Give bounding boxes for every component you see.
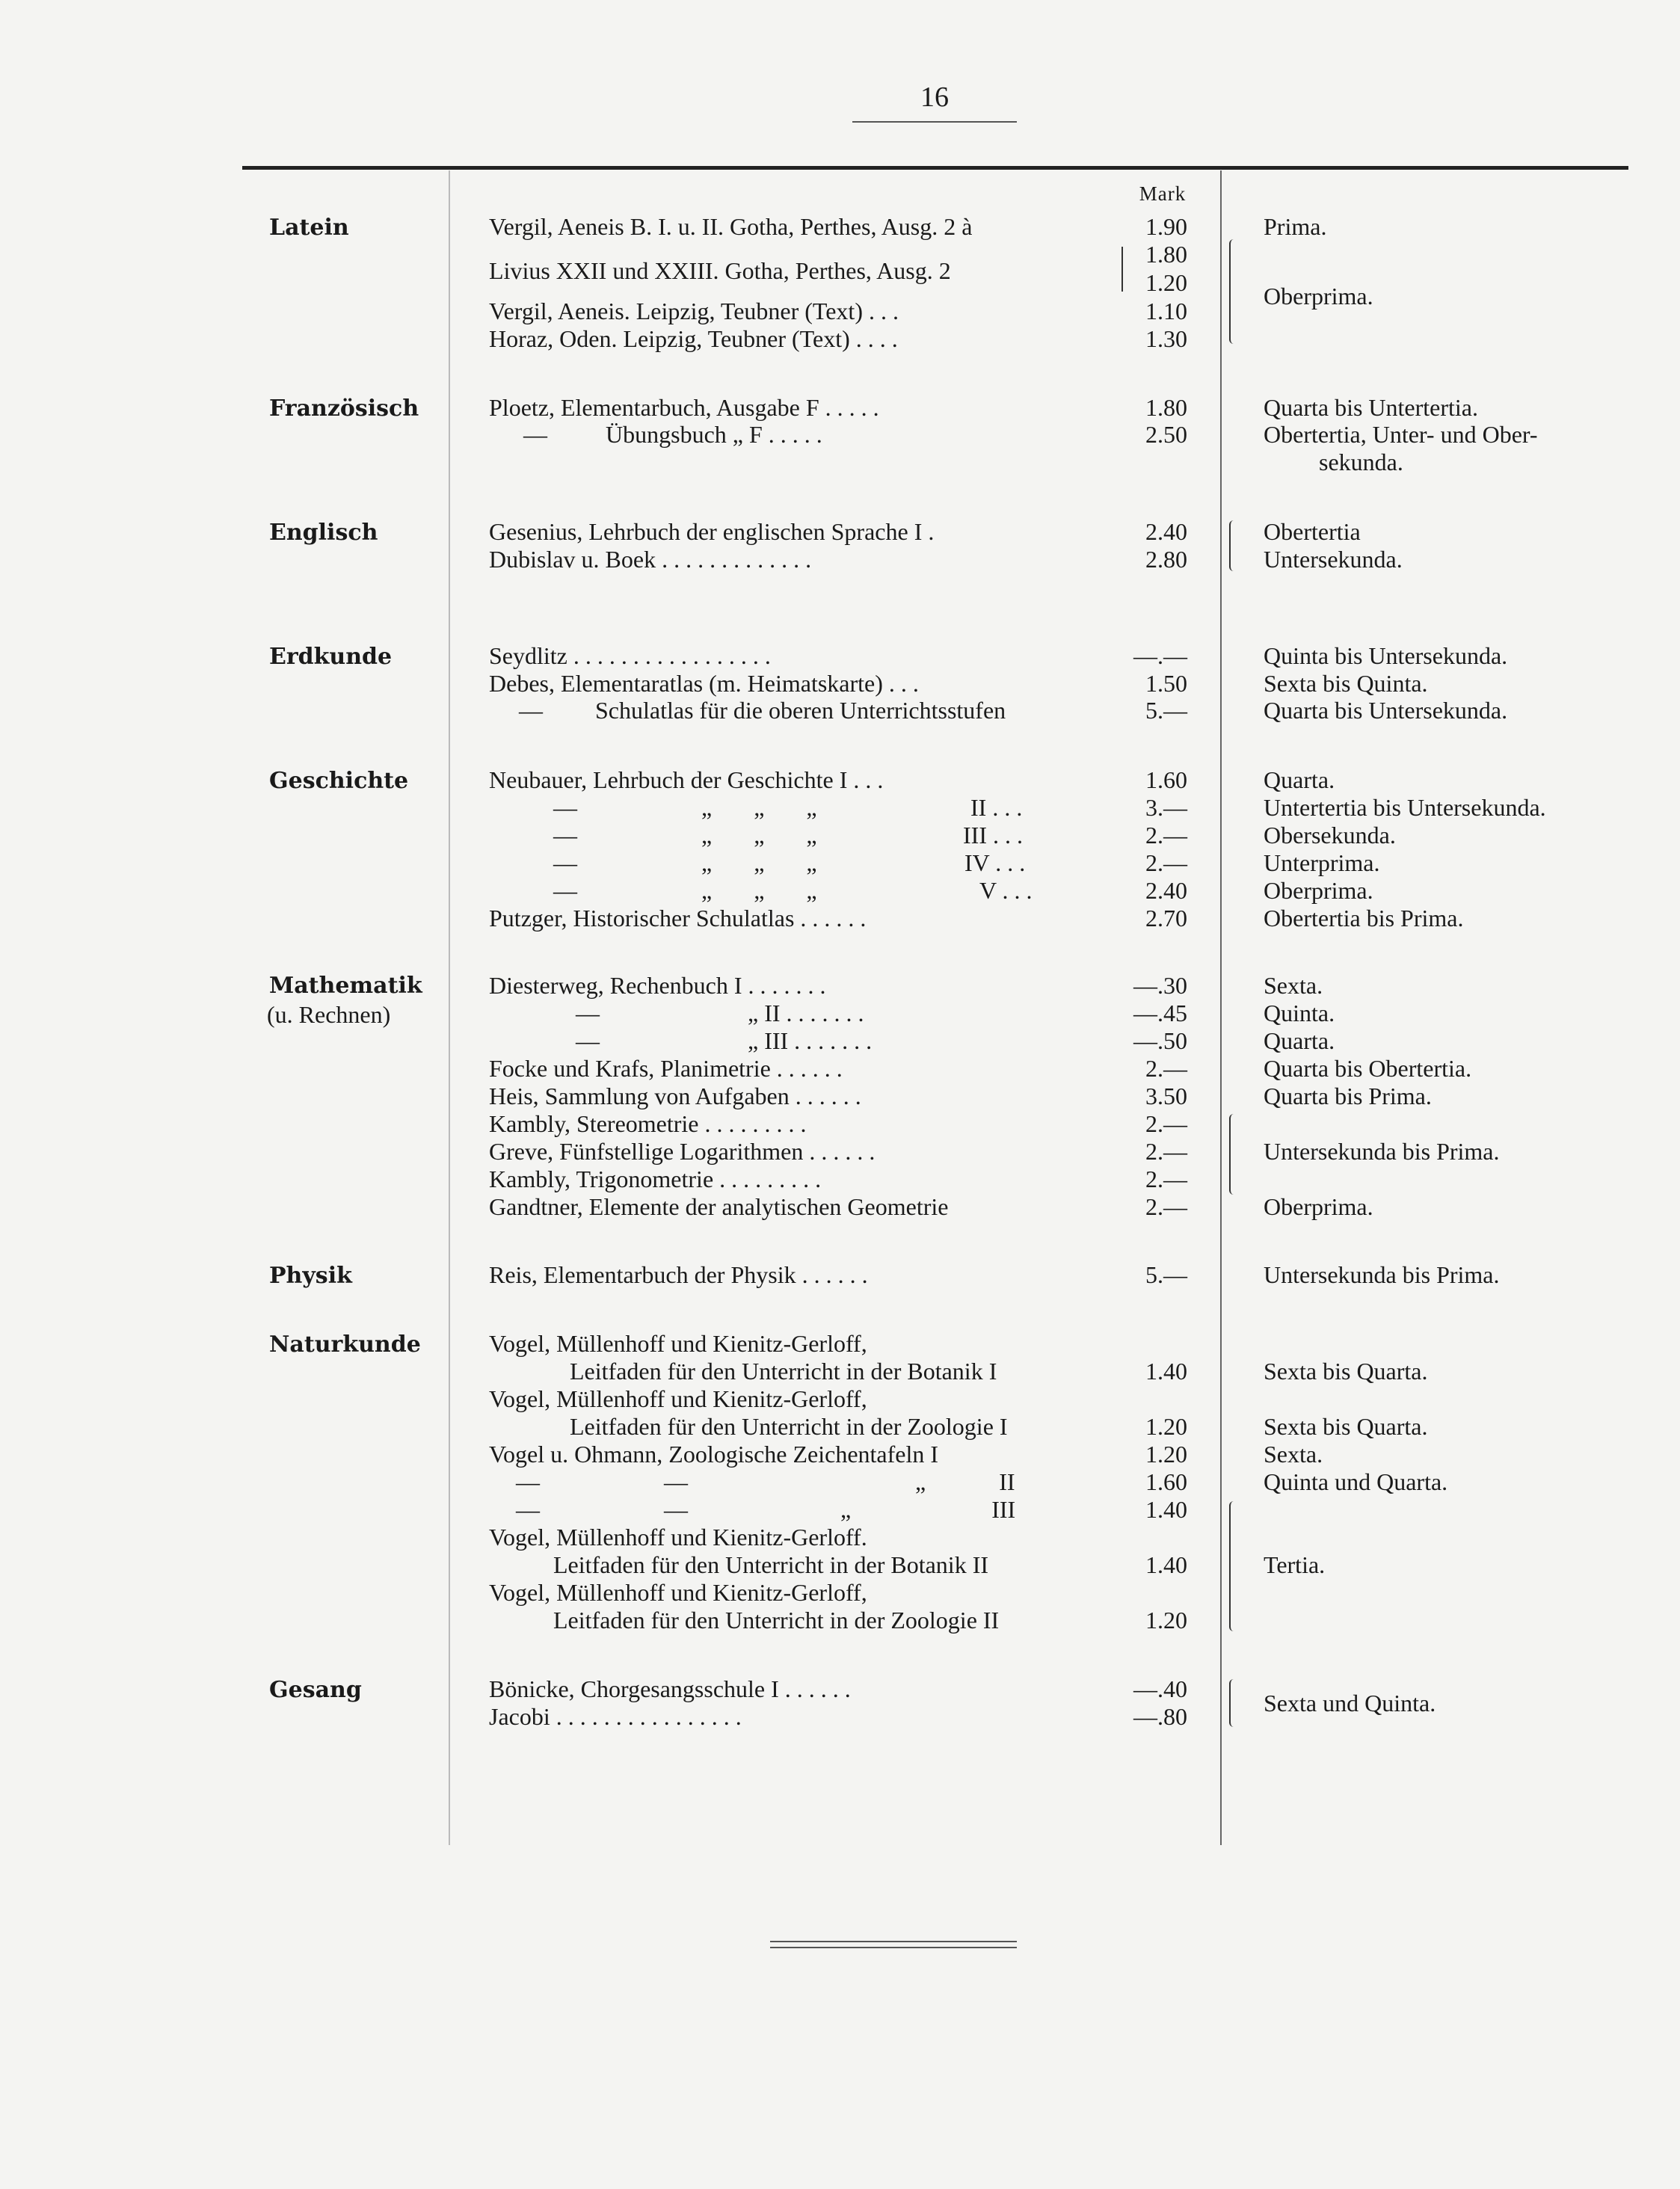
ditto-dash: — xyxy=(523,421,547,448)
mark-header: Mark xyxy=(1139,182,1187,205)
price: 1.10 xyxy=(1145,298,1187,324)
price: —.30 xyxy=(1133,972,1187,999)
subject-physik: Physik xyxy=(269,1263,352,1289)
subject-naturkunde: Naturkunde xyxy=(269,1331,421,1358)
ditto-dash: — xyxy=(516,1468,540,1495)
price: 1.20 xyxy=(1145,1441,1187,1468)
book-entry: Horaz, Oden. Leipzig, Teubner (Text) . . . . xyxy=(489,325,898,352)
class-level: Untersekunda. xyxy=(1264,546,1403,573)
price: 1.40 xyxy=(1145,1358,1187,1385)
book-entry: Vogel, Müllenhoff und Kienitz-Gerloff, xyxy=(489,1579,867,1606)
book-entry: Kambly, Stereometrie . . . . . . . . . xyxy=(489,1110,807,1137)
class-level: Untersekunda bis Prima. xyxy=(1264,1138,1500,1165)
class-level: Quarta bis Untersekunda. xyxy=(1264,697,1508,724)
price: 2.— xyxy=(1145,822,1187,849)
bottom-rule xyxy=(770,1947,1017,1948)
class-level: Quarta. xyxy=(1264,1027,1335,1054)
class-level: Obersekunda. xyxy=(1264,822,1396,849)
book-entry: Ploetz, Elementarbuch, Ausgabe F . . . . . xyxy=(489,394,879,421)
ditto-marks: „ „ „ xyxy=(701,794,817,821)
ditto-marks: „ „ „ xyxy=(701,822,817,849)
price: 2.40 xyxy=(1145,518,1187,545)
price: 1.60 xyxy=(1145,766,1187,793)
subject-latein: Latein xyxy=(269,215,349,241)
page-number: 16 xyxy=(920,81,949,113)
price: 1.60 xyxy=(1145,1468,1187,1495)
book-entry: Leitfaden für den Unterricht in der Zoologie II xyxy=(553,1607,1000,1634)
brace xyxy=(1229,1114,1238,1195)
ditto-dash: — xyxy=(553,849,577,876)
ditto-marks: „ „ „ xyxy=(701,849,817,876)
book-entry: Vogel, Müllenhoff und Kienitz-Gerloff. xyxy=(489,1524,867,1551)
book-entry: „ II . . . . . . . xyxy=(748,1000,864,1026)
class-level: Quinta bis Untersekunda. xyxy=(1264,642,1508,669)
book-entry: „ III . . . . . . . xyxy=(748,1027,873,1054)
subject-mathematik: Mathematik xyxy=(269,973,422,999)
subject-englisch: Englisch xyxy=(269,520,378,546)
class-level: Prima. xyxy=(1264,213,1327,240)
price: 1.50 xyxy=(1145,670,1187,697)
ditto-dash: — xyxy=(664,1496,688,1523)
price: 2.— xyxy=(1145,849,1187,876)
book-entry: Seydlitz . . . . . . . . . . . . . . . . . xyxy=(489,642,771,669)
class-level: Sexta. xyxy=(1264,1441,1323,1468)
book-entry: „ III xyxy=(840,1496,1016,1523)
price: 2.40 xyxy=(1145,877,1187,904)
book-entry: Jacobi . . . . . . . . . . . . . . . . xyxy=(489,1703,742,1730)
ditto-dash: — xyxy=(553,877,577,904)
bottom-rule xyxy=(770,1941,1017,1942)
book-entry: Bönicke, Chorgesangsschule I . . . . . . xyxy=(489,1675,851,1702)
class-level: Obertertia, Unter- und Ober- xyxy=(1264,421,1538,448)
book-entry: Neubauer, Lehrbuch der Geschichte I . . . xyxy=(489,766,884,793)
book-entry: Vergil, Aeneis. Leipzig, Teubner (Text) . . . xyxy=(489,298,899,324)
price: 2.50 xyxy=(1145,421,1187,448)
class-level: Quarta bis Prima. xyxy=(1264,1083,1432,1109)
class-level: Sexta bis Quarta. xyxy=(1264,1358,1428,1385)
price: 3.50 xyxy=(1145,1083,1187,1109)
price: 1.20 xyxy=(1145,269,1187,296)
book-entry: Diesterweg, Rechenbuch I . . . . . . . xyxy=(489,972,826,999)
book-entry: Übungsbuch „ F . . . . . xyxy=(606,421,822,448)
class-level: Quarta bis Untertertia. xyxy=(1264,394,1478,421)
price: 2.— xyxy=(1145,1055,1187,1082)
subject-erdkunde: Erdkunde xyxy=(269,644,393,670)
table-top-rule xyxy=(242,166,1628,170)
book-entry: Dubislav u. Boek . . . . . . . . . . . . . xyxy=(489,546,812,573)
book-entry: Livius XXII und XXIII. Gotha, Perthes, Ausg. 2 xyxy=(489,257,951,284)
price: 2.80 xyxy=(1145,546,1187,573)
ditto-dash: — xyxy=(576,1027,600,1054)
class-level: Sexta. xyxy=(1264,972,1323,999)
price: 2.— xyxy=(1145,1166,1187,1192)
book-entry: Heis, Sammlung von Aufgaben . . . . . . xyxy=(489,1083,861,1109)
book-entry: Kambly, Trigonometrie . . . . . . . . . xyxy=(489,1166,822,1192)
book-entry: Debes, Elementaratlas (m. Heimatskarte) . . . xyxy=(489,670,919,697)
class-level: Quinta und Quarta. xyxy=(1264,1468,1448,1495)
ditto-dash: — xyxy=(516,1496,540,1523)
class-level: Unterprima. xyxy=(1264,849,1380,876)
price: —.45 xyxy=(1133,1000,1187,1026)
subject-subtitle: (u. Rechnen) xyxy=(267,1001,391,1028)
price: 1.30 xyxy=(1145,325,1187,352)
price: 1.40 xyxy=(1145,1496,1187,1523)
book-entry: Vogel u. Ohmann, Zoologische Zeichentafeln I xyxy=(489,1441,939,1468)
price: 1.90 xyxy=(1145,213,1187,240)
price: 3.— xyxy=(1145,794,1187,821)
price: —.— xyxy=(1133,642,1187,669)
subject-gesang: Gesang xyxy=(269,1677,362,1703)
price: 2.— xyxy=(1145,1193,1187,1220)
book-entry: Schulatlas für die oberen Unterrichtsstufen xyxy=(595,697,1006,724)
brace xyxy=(1229,520,1238,571)
column-rule-right xyxy=(1220,170,1222,1845)
class-level: Sexta und Quinta. xyxy=(1264,1690,1436,1717)
book-entry: Leitfaden für den Unterricht in der Botanik II xyxy=(553,1551,988,1578)
book-entry: Vogel, Müllenhoff und Kienitz-Gerloff, xyxy=(489,1385,867,1412)
brace xyxy=(1229,239,1238,344)
price: 2.— xyxy=(1145,1138,1187,1165)
class-level: Sexta bis Quarta. xyxy=(1264,1413,1428,1440)
class-level: Untertertia bis Untersekunda. xyxy=(1264,794,1546,821)
brace xyxy=(1229,1501,1238,1631)
price: 1.40 xyxy=(1145,1551,1187,1578)
class-level: Quarta bis Obertertia. xyxy=(1264,1055,1472,1082)
book-entry: Reis, Elementarbuch der Physik . . . . . . xyxy=(489,1261,868,1288)
book-entry: Leitfaden für den Unterricht in der Zoologie I xyxy=(570,1413,1008,1440)
class-level: Oberprima. xyxy=(1264,1193,1373,1220)
book-entry: Focke und Krafs, Planimetrie . . . . . . xyxy=(489,1055,843,1082)
class-level: Quarta. xyxy=(1264,766,1335,793)
book-entry: Gesenius, Lehrbuch der englischen Sprache I . xyxy=(489,518,935,545)
column-rule-left xyxy=(449,170,450,1845)
price: —.80 xyxy=(1133,1703,1187,1730)
book-entry: V . . . xyxy=(979,877,1033,904)
ditto-marks: „ „ „ xyxy=(701,877,817,904)
book-entry: „ II xyxy=(915,1468,1015,1495)
ditto-dash: — xyxy=(664,1468,688,1495)
price: 5.— xyxy=(1145,1261,1187,1288)
price: 1.80 xyxy=(1145,241,1187,268)
price: 2.70 xyxy=(1145,905,1187,932)
class-level: Obertertia bis Prima. xyxy=(1264,905,1464,932)
class-level: Quinta. xyxy=(1264,1000,1335,1026)
book-entry: Vogel, Müllenhoff und Kienitz-Gerloff, xyxy=(489,1330,867,1357)
book-entry: IV . . . xyxy=(964,849,1026,876)
class-level: Oberprima. xyxy=(1264,283,1373,310)
price: —.40 xyxy=(1133,1675,1187,1702)
book-entry: Putzger, Historischer Schulatlas . . . . . . xyxy=(489,905,867,932)
class-level: Tertia. xyxy=(1264,1551,1326,1578)
subject-geschichte: Geschichte xyxy=(269,768,409,794)
ditto-dash: — xyxy=(553,822,577,849)
price: 5.— xyxy=(1145,697,1187,724)
book-entry: III . . . xyxy=(963,822,1023,849)
price: —.50 xyxy=(1133,1027,1187,1054)
price: 1.20 xyxy=(1145,1607,1187,1634)
book-entry: Vergil, Aeneis B. I. u. II. Gotha, Perthes, Ausg. 2 à xyxy=(489,213,973,240)
ditto-dash: — xyxy=(576,1000,600,1026)
price: 1.20 xyxy=(1145,1413,1187,1440)
price: 2.— xyxy=(1145,1110,1187,1137)
page-number-rule xyxy=(852,121,1017,123)
book-entry: Gandtner, Elemente der analytischen Geometrie xyxy=(489,1193,949,1220)
subject-franzoesisch: Französisch xyxy=(269,395,419,422)
book-entry: Greve, Fünfstellige Logarithmen . . . . . . xyxy=(489,1138,876,1165)
class-level: sekunda. xyxy=(1319,449,1403,475)
class-level: Oberprima. xyxy=(1264,877,1373,904)
class-level: Sexta bis Quinta. xyxy=(1264,670,1428,697)
class-level: Untersekunda bis Prima. xyxy=(1264,1261,1500,1288)
ditto-dash: — xyxy=(519,697,543,724)
brace xyxy=(1229,1679,1238,1727)
book-entry: II . . . xyxy=(970,794,1023,821)
ditto-dash: — xyxy=(553,794,577,821)
price: 1.80 xyxy=(1145,394,1187,421)
book-entry: Leitfaden für den Unterricht in der Botanik I xyxy=(570,1358,997,1385)
class-level: Obertertia xyxy=(1264,518,1361,545)
